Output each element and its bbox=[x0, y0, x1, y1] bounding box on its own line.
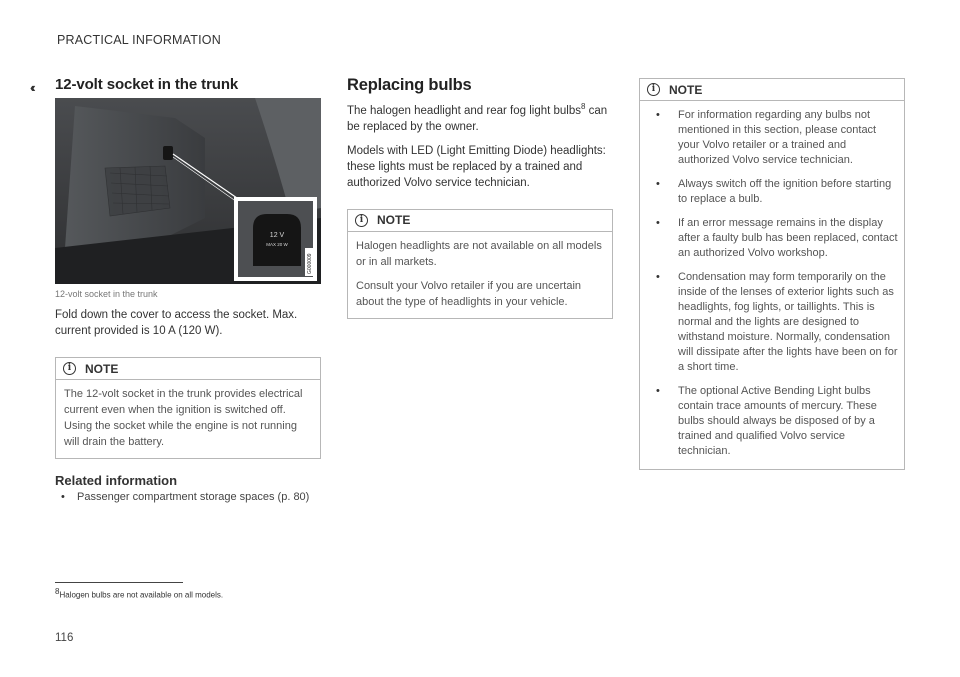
footnote-divider bbox=[55, 582, 183, 583]
note-text bbox=[348, 232, 612, 318]
socket-body-text: Fold down the cover to access the socket. Max. current provided is 10 A (120 W). bbox=[55, 309, 298, 337]
socket-label-text: 12 V bbox=[269, 232, 285, 239]
note-list bbox=[640, 101, 904, 469]
note-header bbox=[348, 210, 612, 232]
section-title-replacing-bulbs: Replacing bulbs bbox=[347, 76, 472, 94]
footnote-number: 8 bbox=[55, 587, 60, 596]
related-information bbox=[55, 473, 321, 505]
list-item: • The optional Active Bending Light bulbs contain trace amounts of mercury. These bulbs should always be disposed of by a trained and qualified Volvo service technician. bbox=[646, 384, 898, 459]
column-note-list bbox=[639, 76, 905, 470]
bulbs-para-1-tail: can be replaced by the owner. bbox=[347, 104, 608, 133]
info-icon: i bbox=[63, 362, 76, 375]
note-header bbox=[56, 358, 320, 380]
note-box-bulbs bbox=[639, 78, 905, 470]
bulbs-para-1 bbox=[347, 99, 613, 135]
trunk-illustration bbox=[55, 98, 321, 284]
related-link[interactable]: • Passenger compartment storage spaces (p. 80) bbox=[55, 490, 321, 505]
note-label: NOTE bbox=[669, 82, 703, 97]
bulbs-para-1-text: The halogen headlight and rear fog light bulbs bbox=[347, 104, 582, 117]
back-arrows-icon[interactable]: ‹‹ bbox=[30, 80, 33, 95]
info-icon: i bbox=[647, 83, 660, 96]
note-label: NOTE bbox=[377, 213, 411, 228]
trunk-socket-photo bbox=[55, 98, 321, 284]
section-title-12v-socket: 12-volt socket in the trunk bbox=[55, 76, 239, 93]
list-item: • Always switch off the ignition before starting to replace a bulb. bbox=[646, 177, 898, 207]
note-label: NOTE bbox=[85, 361, 119, 376]
note-box-socket bbox=[55, 357, 321, 459]
note-header bbox=[640, 79, 904, 101]
list-item: • If an error message remains in the display after a faulty bulb has been replaced, contact an authorized Volvo workshop. bbox=[646, 216, 898, 261]
note-paragraph: Halogen headlights are not available on all models or in all markets. bbox=[356, 239, 602, 268]
footnote bbox=[55, 587, 223, 600]
column-12v-socket bbox=[55, 76, 321, 505]
column-replacing-bulbs bbox=[347, 76, 613, 319]
socket-max-text: MAX 20 W bbox=[266, 242, 288, 247]
info-icon: i bbox=[355, 214, 368, 227]
note-box-halogen bbox=[347, 209, 613, 319]
footnote-ref[interactable]: 8 bbox=[581, 102, 586, 111]
footnote-text: Halogen bulbs are not available on all models. bbox=[59, 590, 224, 600]
image-code: G000009 bbox=[307, 253, 313, 274]
note-paragraph: Consult your Volvo retailer if you are uncertain about the type of headlights in your vehicle. bbox=[356, 279, 582, 308]
related-title: Related information bbox=[55, 473, 178, 488]
list-item: • Condensation may form temporarily on the inside of the lenses of exterior lights such as headlights, fog lights, or taillights. This is normal and the lights are designed to withstand moisture. Normally, condensation will dissipate after the lights have been on for a short time. bbox=[646, 270, 898, 375]
page-number: 116 bbox=[55, 632, 74, 644]
bulbs-para-2: Models with LED (Light Emitting Diode) headlights: these lights must be replaced by a trained and authorized Volvo service technician. bbox=[347, 144, 606, 189]
note-text: The 12-volt socket in the trunk provides electrical current even when the ignition is switched off. Using the socket while the engine is not running will drain the battery. bbox=[64, 388, 303, 448]
running-header: PRACTICAL INFORMATION bbox=[57, 33, 221, 47]
list-item: • For information regarding any bulbs not mentioned in this section, please contact your Volvo retailer or a trained and authorized Volvo service technician. bbox=[646, 108, 898, 168]
photo-caption: 12-volt socket in the trunk bbox=[55, 289, 158, 299]
